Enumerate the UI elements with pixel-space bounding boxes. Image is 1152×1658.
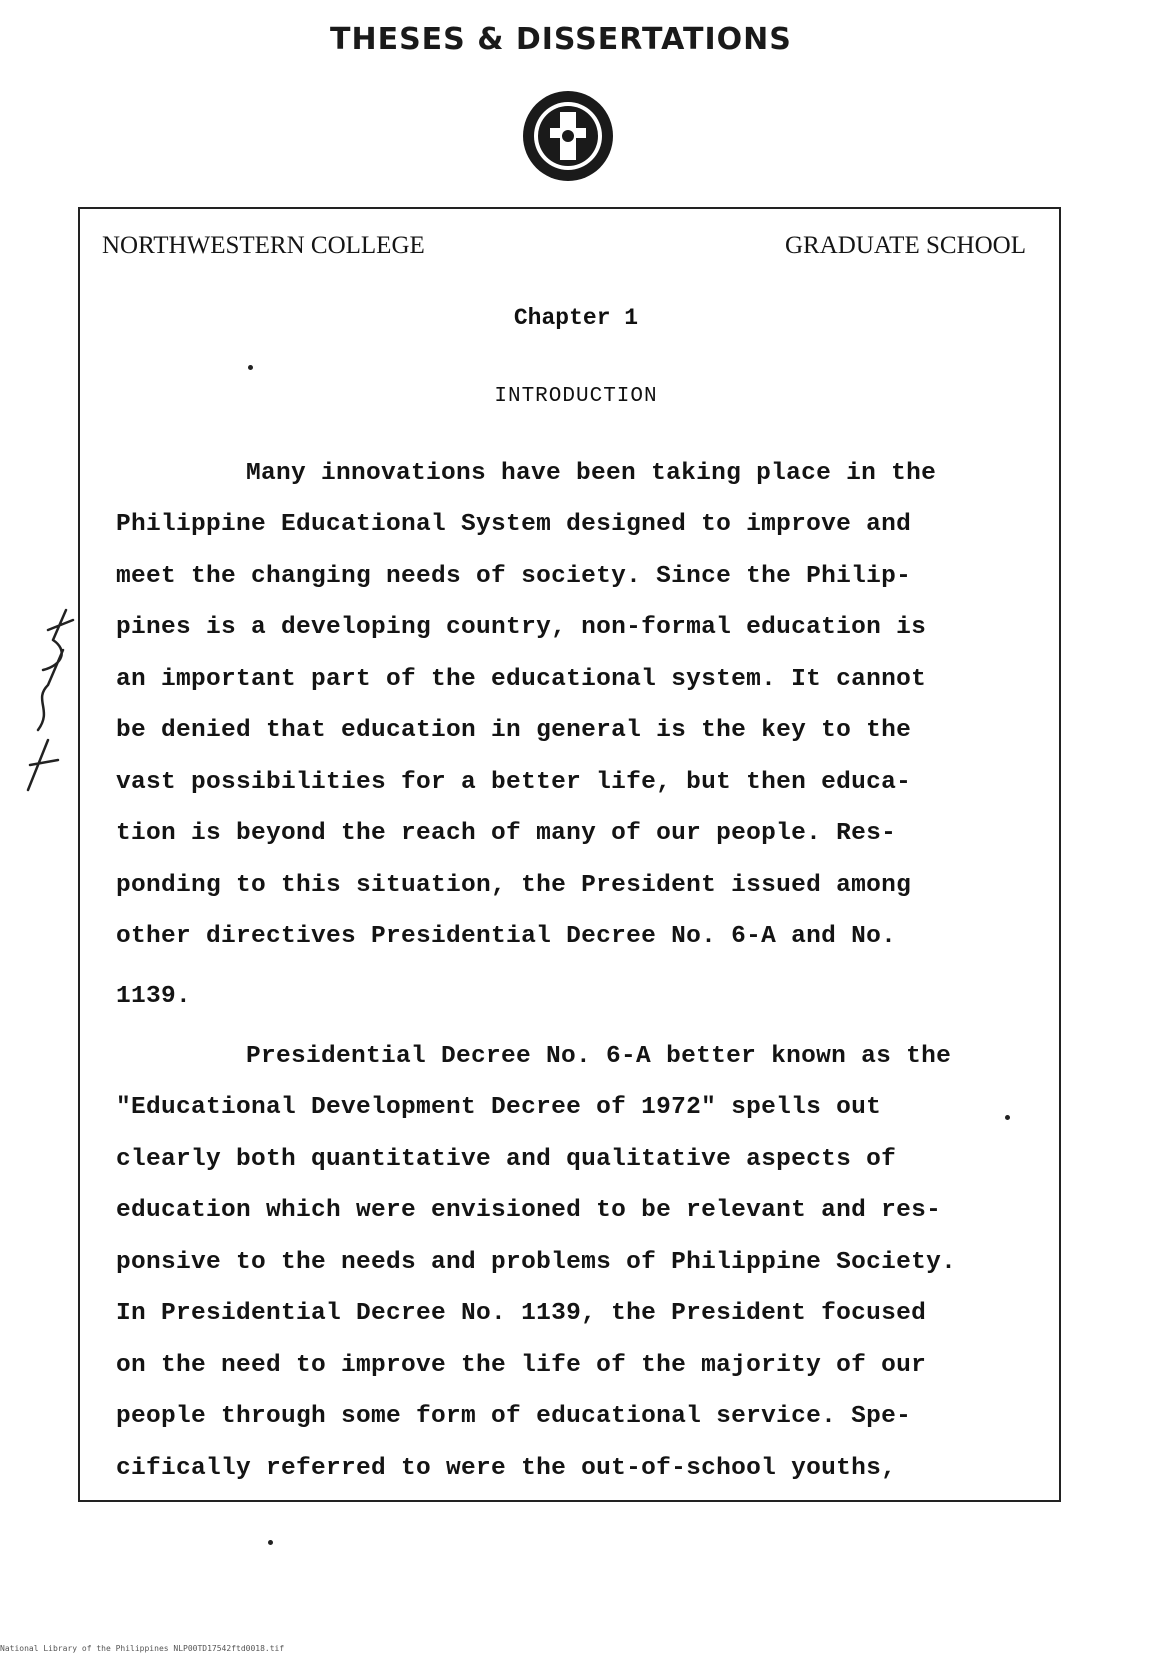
body-line: ponding to this situation, the President issued among: [116, 872, 912, 899]
body-line: Presidential Decree No. 6-A better known as the: [246, 1043, 952, 1070]
scan-speck: [248, 365, 253, 370]
body-line: meet the changing needs of society. Since the Philip-: [116, 563, 912, 590]
chapter-heading: Chapter 1: [513, 305, 639, 331]
scan-speck: [268, 1540, 273, 1545]
scan-footer: National Library of the Philippines NLP00TD17542ftd0018.tif: [0, 1644, 285, 1653]
handwritten-annotation-icon: [18, 590, 78, 800]
body-line: Many innovations have been taking place in the: [246, 460, 937, 487]
body-line: other directives Presidential Decree No. 6-A and No.: [116, 923, 897, 950]
body-line: Philippine Educational System designed to improve and: [116, 511, 912, 538]
body-line: 1139.: [116, 983, 192, 1010]
body-line: pines is a developing country, non-formal education is: [116, 614, 927, 641]
scan-speck: [1005, 1115, 1010, 1120]
archive-stamp: THESES & DISSERTATIONS: [330, 22, 792, 57]
body-line: ponsive to the needs and problems of Philippine Society.: [116, 1249, 957, 1276]
college-name: NORTHWESTERN COLLEGE: [102, 232, 425, 259]
body-line: vast possibilities for a better life, but then educa-: [116, 769, 912, 796]
body-line: tion is beyond the reach of many of our people. Res-: [116, 820, 897, 847]
college-seal-icon: [520, 88, 616, 184]
body-line: education which were envisioned to be relevant and res-: [116, 1197, 942, 1224]
body-line: clearly both quantitative and qualitative aspects of: [116, 1146, 897, 1173]
body-line: people through some form of educational service. Spe-: [116, 1403, 912, 1430]
body-line: on the need to improve the life of the majority of our: [116, 1352, 927, 1379]
body-line: an important part of the educational system. It cannot: [116, 666, 927, 693]
section-title: INTRODUCTION: [494, 385, 658, 408]
school-name: GRADUATE SCHOOL: [785, 232, 1026, 259]
body-line: In Presidential Decree No. 1139, the President focused: [116, 1300, 927, 1327]
body-line: be denied that education in general is the key to the: [116, 717, 912, 744]
body-line: "Educational Development Decree of 1972" spells out: [116, 1094, 882, 1121]
body-line: cifically referred to were the out-of-school youths,: [116, 1455, 897, 1482]
